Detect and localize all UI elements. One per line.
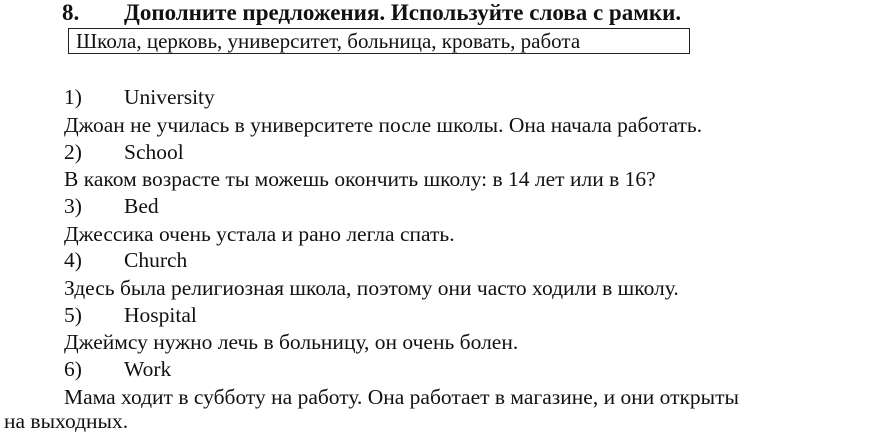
item-2-sentence: В каком возрасте ты можешь окончить школу: в 14 лет или в 16?	[64, 167, 656, 191]
task-number: 8.	[62, 0, 80, 25]
item-1-number: 1)	[64, 85, 82, 109]
task-instruction: Дополните предложения. Используйте слова с рамки.	[124, 0, 682, 25]
item-5-number: 5)	[64, 303, 82, 327]
item-4-word-line	[64, 247, 187, 273]
item-5-sentence: Джеймсу нужно лечь в больницу, он очень болен.	[64, 330, 519, 354]
item-4-word: Church	[124, 248, 188, 272]
item-6-sentence: Мама ходит в субботу на работу. Она работает в магазине, и они открыты	[64, 385, 739, 409]
item-1-word: University	[124, 85, 215, 109]
item-2-number: 2)	[64, 140, 82, 164]
item-6-word-line	[64, 356, 171, 382]
word-box: Школа, церковь, университет, больница, кровать, работа	[68, 28, 690, 54]
item-5-word-line	[64, 302, 197, 328]
item-3-sentence: Джессика очень устала и рано легла спать.	[64, 222, 455, 246]
item-6-number: 6)	[64, 357, 82, 381]
item-6-sentence-continued: на выходных.	[4, 409, 129, 433]
item-3-word-line	[64, 193, 159, 219]
item-2-word: School	[124, 140, 184, 164]
item-4-sentence: Здесь была религиозная школа, поэтому они часто ходили в школу.	[64, 276, 679, 300]
item-3-word: Bed	[124, 194, 159, 218]
item-6-word: Work	[124, 357, 172, 381]
item-1-sentence: Джоан не училась в университете после школы. Она начала работать.	[64, 113, 703, 137]
item-4-number: 4)	[64, 248, 82, 272]
item-3-number: 3)	[64, 194, 82, 218]
item-5-word: Hospital	[124, 303, 197, 327]
item-1-word-line	[64, 84, 215, 110]
item-2-word-line	[64, 139, 184, 165]
task-header	[62, 0, 681, 26]
